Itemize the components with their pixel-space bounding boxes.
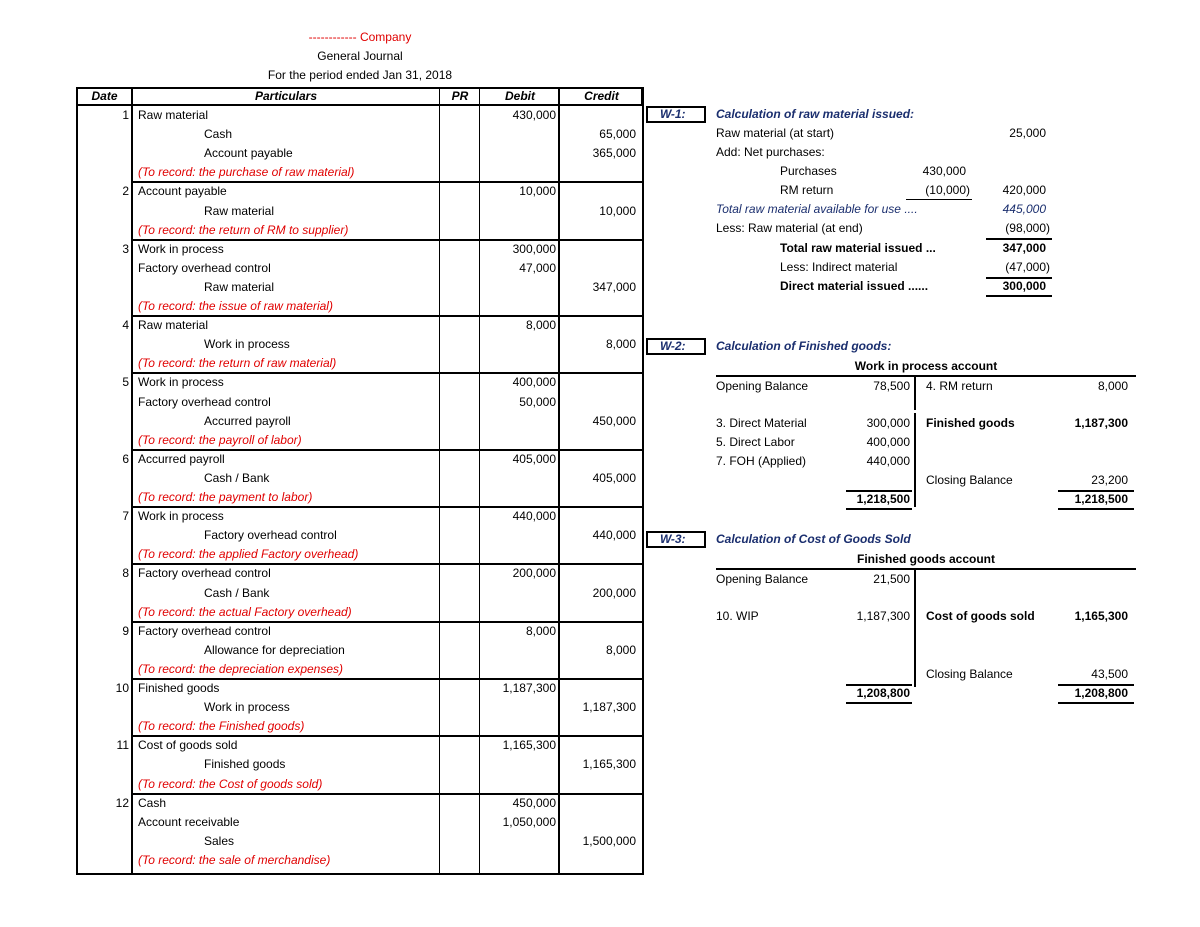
entry-number: 4: [122, 318, 129, 333]
w1-underline: [906, 199, 972, 200]
w3-wip-value: 1,187,300: [856, 609, 910, 623]
w1-available-label: Total raw material available for use ....: [716, 202, 918, 216]
w1-title: Calculation of raw material issued:: [716, 107, 915, 121]
general-journal-table: [76, 87, 644, 875]
credit-amount: 10,000: [599, 203, 636, 218]
debit-amount: [481, 144, 556, 163]
credit-amount: 65,000: [599, 127, 636, 142]
entry-memo: (To record: the return of RM to supplier): [138, 222, 349, 237]
debit-account: Work in process: [138, 509, 224, 524]
credit-amount: [561, 564, 636, 583]
debit-amount: [481, 641, 556, 660]
col-divider: [131, 89, 133, 873]
debit-amount: 8,000: [525, 318, 556, 333]
w3-credit-total: 1,208,800: [1074, 686, 1128, 700]
credit-account: Cash / Bank: [204, 470, 270, 485]
w2-t-account-divider: [914, 376, 916, 410]
credit-account: Cash: [204, 127, 233, 142]
w3-account-title: Finished goods account: [856, 552, 995, 566]
w1-net-purchases-label: Add: Net purchases:: [716, 145, 825, 159]
w1-issued-label: Total raw material issued ...: [780, 241, 936, 255]
debit-amount: [481, 335, 556, 354]
debit-account: Factory overhead control: [138, 566, 271, 581]
w1-double-underline: [986, 295, 1052, 297]
debit-account: Factory overhead control: [138, 623, 271, 638]
entry-number: 10: [115, 681, 129, 695]
entry-number: 6: [122, 451, 129, 466]
w3-closing-label: Closing Balance: [926, 667, 1013, 681]
credit-account: Factory overhead control: [204, 528, 337, 543]
credit-amount: [561, 813, 636, 832]
w2-debit-value: 400,000: [866, 435, 910, 449]
debit-amount: 1,165,300: [502, 738, 556, 753]
entry-memo: (To record: the applied Factory overhead): [138, 547, 359, 562]
w1-purchases-value: 430,000: [922, 164, 966, 178]
entry-memo: (To record: the sale of merchandise): [138, 852, 331, 867]
credit-account: Accurred payroll: [204, 413, 291, 428]
debit-account: Work in process: [138, 375, 224, 390]
credit-amount: [561, 240, 636, 259]
col-pr: PR: [451, 89, 469, 103]
entry-number: 1: [122, 108, 129, 122]
debit-amount: 50,000: [519, 394, 556, 409]
debit-account: Raw material: [138, 318, 209, 333]
w2-credit-value: 23,200: [1091, 473, 1128, 487]
w2-t-account-top: [716, 375, 1136, 377]
credit-amount: [561, 794, 636, 813]
debit-amount: 450,000: [512, 795, 556, 810]
company-name: ------------ Company: [308, 30, 412, 44]
credit-amount: [561, 507, 636, 526]
debit-account: Factory overhead control: [138, 260, 271, 275]
w1-direct-value: 300,000: [1002, 279, 1046, 293]
debit-amount: 300,000: [512, 241, 556, 256]
credit-amount: [561, 622, 636, 641]
credit-amount: 8,000: [605, 642, 636, 657]
entry-number: 2: [122, 184, 129, 199]
w1-direct-label: Direct material issued ......: [780, 279, 929, 293]
col-divider: [641, 89, 642, 104]
w1-rm-return-value: (10,000): [925, 183, 970, 197]
col-credit: Credit: [584, 89, 619, 103]
debit-account: Work in process: [138, 241, 224, 256]
credit-amount: [561, 450, 636, 469]
col-divider: [558, 89, 560, 873]
credit-amount: [561, 182, 636, 201]
w3-tag: W-3:: [646, 531, 706, 548]
w3-debit-total: 1,208,800: [856, 686, 910, 700]
w1-rm-start-label: Raw material (at start): [716, 126, 835, 140]
debit-amount: [481, 412, 556, 431]
debit-amount: [481, 832, 556, 851]
w3-wip-label: 10. WIP: [716, 609, 759, 623]
w3-cogs-value: 1,165,300: [1074, 609, 1128, 623]
credit-amount: 440,000: [592, 528, 636, 543]
w2-credit-total: 1,218,500: [1074, 492, 1128, 506]
w1-rm-return-label: RM return: [780, 183, 834, 197]
w2-credit-label: 4. RM return: [926, 379, 993, 393]
credit-amount: [561, 393, 636, 412]
col-debit: Debit: [505, 89, 535, 103]
credit-account: Work in process: [204, 337, 290, 352]
entry-memo: (To record: the actual Factory overhead): [138, 604, 352, 619]
w1-issued-value: 347,000: [1002, 241, 1046, 255]
w3-title: Calculation of Cost of Goods Sold: [716, 532, 911, 546]
entry-number: 3: [122, 241, 129, 256]
entry-memo: (To record: the issue of raw material): [138, 299, 333, 313]
debit-amount: 8,000: [525, 623, 556, 638]
debit-amount: 405,000: [512, 451, 556, 466]
w1-available-value: 445,000: [1002, 202, 1046, 216]
col-divider: [479, 89, 480, 873]
w2-debit-value: 300,000: [866, 416, 910, 430]
w2-debit-label: Opening Balance: [716, 379, 809, 393]
debit-account: Accurred payroll: [138, 451, 225, 466]
debit-account: Cost of goods sold: [138, 738, 238, 753]
debit-amount: [481, 125, 556, 144]
debit-amount: 400,000: [512, 375, 556, 390]
w1-indirect-value: (47,000): [1005, 260, 1050, 274]
w2-account-title: Work in process account: [854, 359, 998, 373]
w2-credit-label: Closing Balance: [926, 473, 1013, 487]
entry-memo: (To record: the payment to labor): [138, 490, 313, 504]
credit-account: Finished goods: [204, 757, 286, 772]
entry-memo: (To record: the return of raw material): [138, 356, 337, 371]
w3-double-underline: [846, 702, 912, 704]
w3-t-account-top: [716, 568, 1136, 570]
credit-amount: 347,000: [592, 279, 636, 294]
entry-number: 11: [116, 738, 129, 753]
debit-account: Cash: [138, 795, 167, 810]
w1-indirect-label: Less: Indirect material: [780, 260, 898, 274]
credit-account: Cash / Bank: [204, 585, 270, 600]
debit-amount: 440,000: [512, 509, 556, 524]
credit-account: Raw material: [204, 203, 275, 218]
w2-double-underline: [1058, 508, 1134, 510]
credit-amount: 1,500,000: [582, 833, 636, 848]
w1-tag: W-1:: [646, 106, 706, 123]
entry-number: 9: [122, 623, 129, 638]
debit-account: Raw material: [138, 108, 209, 122]
journal-title: General Journal: [317, 49, 403, 63]
debit-amount: 47,000: [519, 260, 556, 275]
w2-tag: W-2:: [646, 338, 706, 355]
w2-debit-label: 3. Direct Material: [716, 416, 807, 430]
debit-amount: [481, 584, 556, 603]
credit-amount: 1,165,300: [582, 757, 636, 772]
debit-amount: [481, 755, 556, 774]
credit-amount: [561, 373, 636, 392]
w2-title: Calculation of Finished goods:: [716, 339, 892, 353]
debit-amount: 430,000: [512, 108, 556, 122]
debit-account: Account payable: [138, 184, 227, 199]
debit-account: Finished goods: [138, 681, 220, 695]
credit-amount: 365,000: [592, 146, 636, 161]
col-particulars: Particulars: [254, 89, 318, 103]
credit-amount: 8,000: [605, 337, 636, 352]
credit-amount: [561, 679, 636, 698]
col-date: Date: [91, 89, 118, 103]
period-label: For the period ended Jan 31, 2018: [267, 68, 453, 82]
credit-amount: 405,000: [592, 470, 636, 485]
w2-credit-value: 1,187,300: [1074, 416, 1128, 430]
debit-amount: [481, 698, 556, 717]
w1-purchases-label: Purchases: [780, 164, 837, 178]
w1-rm-end-value: (98,000): [1005, 221, 1050, 235]
entry-memo: (To record: the payroll of labor): [138, 432, 302, 447]
credit-amount: 1,187,300: [582, 700, 636, 715]
w2-t-account-divider: [914, 413, 916, 507]
credit-account: Account payable: [204, 146, 293, 161]
credit-account: Sales: [204, 833, 235, 848]
debit-account: Factory overhead control: [138, 394, 271, 409]
credit-account: Raw material: [204, 279, 275, 294]
entry-number: 5: [122, 375, 129, 390]
entry-memo: (To record: the depreciation expenses): [138, 661, 344, 676]
w2-debit-label: 5. Direct Labor: [716, 435, 795, 449]
w1-rm-end-label: Less: Raw material (at end): [716, 221, 863, 235]
w3-double-underline: [1058, 702, 1134, 704]
w1-net-purchases-value: 420,000: [1002, 183, 1046, 197]
entry-number: 12: [115, 795, 129, 810]
credit-account: Allowance for depreciation: [204, 642, 345, 657]
entry-number: 8: [122, 566, 129, 581]
debit-amount: 1,187,300: [502, 681, 556, 695]
credit-amount: [561, 106, 636, 125]
w2-debit-value: 78,500: [873, 379, 910, 393]
debit-amount: 10,000: [519, 184, 556, 199]
entry-memo: (To record: the Cost of goods sold): [138, 776, 323, 791]
w2-debit-label: 7. FOH (Applied): [716, 454, 807, 468]
w2-debit-value: 440,000: [866, 454, 910, 468]
w3-closing-value: 43,500: [1091, 667, 1128, 681]
entry-memo: (To record: the Finished goods): [138, 719, 305, 734]
debit-amount: 1,050,000: [502, 814, 556, 829]
col-divider: [439, 89, 440, 873]
debit-amount: [481, 469, 556, 488]
credit-amount: [561, 316, 636, 335]
credit-account: Work in process: [204, 700, 290, 715]
w3-cogs-label: Cost of goods sold: [926, 609, 1035, 623]
entry-number: 7: [122, 509, 129, 524]
w3-t-account-divider: [914, 569, 916, 687]
w2-double-underline: [846, 508, 912, 510]
debit-amount: 200,000: [512, 566, 556, 581]
w2-credit-label: Finished goods: [926, 416, 1015, 430]
debit-amount: [481, 202, 556, 221]
debit-amount: [481, 278, 556, 297]
credit-amount: 200,000: [592, 585, 636, 600]
debit-account: Account receivable: [138, 814, 240, 829]
w1-rm-start-value: 25,000: [1009, 126, 1046, 140]
credit-amount: 450,000: [592, 413, 636, 428]
w2-debit-total: 1,218,500: [856, 492, 910, 506]
w3-opening-label: Opening Balance: [716, 572, 809, 586]
credit-amount: [561, 736, 636, 755]
entry-memo: (To record: the purchase of raw material): [138, 165, 355, 180]
w3-opening-value: 21,500: [873, 572, 910, 586]
credit-amount: [561, 259, 636, 278]
debit-amount: [481, 526, 556, 545]
w2-credit-value: 8,000: [1097, 379, 1128, 393]
